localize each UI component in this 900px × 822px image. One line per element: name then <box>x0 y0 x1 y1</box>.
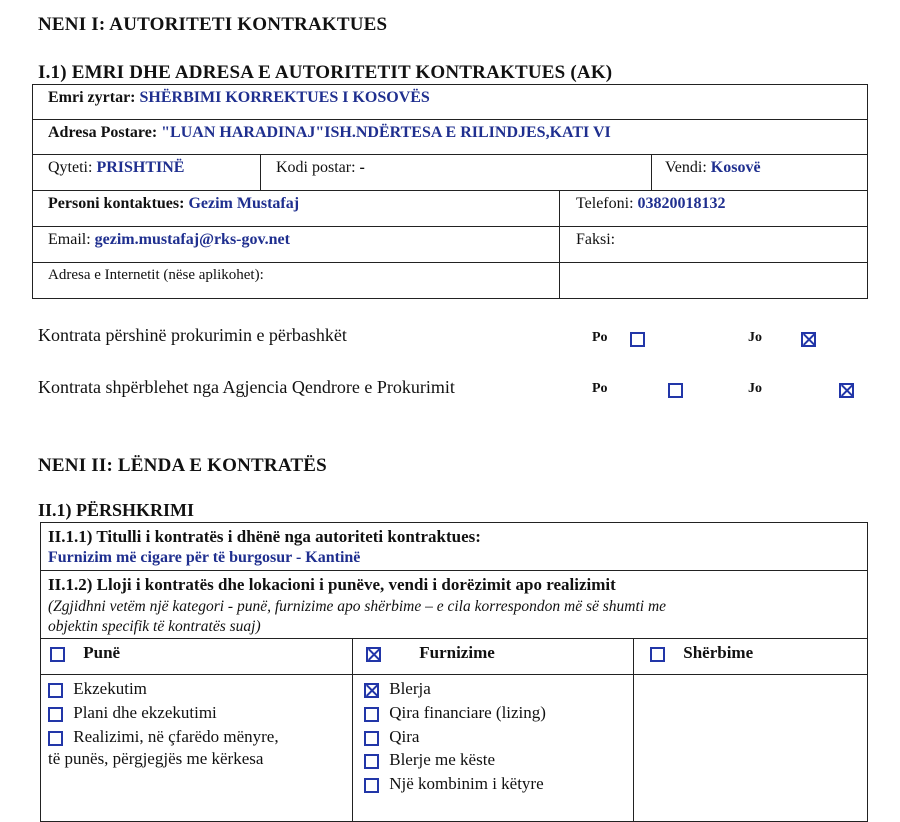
phone-cell <box>576 195 726 213</box>
contract-type-note-line1: (Zgjidhni vetëm një kategori - punë, furnizime apo shërbime – e cila korrespondon më së shumti me <box>48 598 667 615</box>
supplies-option-checkbox[interactable] <box>364 683 379 698</box>
contact-value: Gezim Mustafaj <box>188 195 300 212</box>
row-divider <box>32 190 868 191</box>
supplies-label: Furnizime <box>419 643 495 662</box>
fax-cell <box>576 231 615 249</box>
postal-address-row <box>48 124 611 142</box>
row-divider <box>32 154 868 155</box>
q2-yes-checkbox[interactable] <box>668 383 683 398</box>
internet-label: Adresa e Internetit (nëse aplikohet): <box>48 267 264 283</box>
works-option-checkbox[interactable] <box>48 731 63 746</box>
section2-subheading: II.1) PËRSHKRIMI <box>38 500 195 520</box>
category-works[interactable] <box>50 643 120 663</box>
email-label: Email: <box>48 231 91 248</box>
contact-cell <box>48 195 299 213</box>
q1-no-checkbox[interactable] <box>801 332 816 347</box>
supplies-option-checkbox[interactable] <box>364 778 379 793</box>
supplies-option-label: Një kombinim i këtyre <box>389 774 544 793</box>
postal-code-label: Kodi postar: <box>276 159 356 176</box>
supplies-option-combination[interactable] <box>364 774 544 794</box>
country-cell <box>665 159 761 177</box>
supplies-option-checkbox[interactable] <box>364 731 379 746</box>
services-checkbox[interactable] <box>650 647 665 662</box>
supplies-option-label: Qira financiare (lizing) <box>389 703 546 722</box>
section1-heading: NENI I: AUTORITETI KONTRAKTUES <box>38 14 388 35</box>
supplies-option-label: Blerja <box>389 679 431 698</box>
row-divider <box>40 674 868 675</box>
postal-code-value: - <box>359 159 365 176</box>
category-services[interactable] <box>650 643 753 663</box>
city-label: Qyteti: <box>48 159 93 176</box>
col-divider <box>260 154 261 190</box>
q2-no-label: Jo <box>748 381 762 396</box>
question-joint-procurement: Kontrata përshinë prokurimin e përbashkët <box>38 325 347 345</box>
supplies-option-purchase[interactable] <box>364 679 431 699</box>
contract-type-label: II.1.2) Lloji i kontratës dhe lokacioni i punëve, vendi i dorëzimit apo realizimit <box>48 575 616 594</box>
col-divider <box>559 190 560 299</box>
works-option-checkbox[interactable] <box>48 707 63 722</box>
supplies-option-installments[interactable] <box>364 750 495 770</box>
country-label: Vendi: <box>665 159 707 176</box>
q2-yes-label: Po <box>592 381 608 396</box>
supplies-option-checkbox[interactable] <box>364 707 379 722</box>
section2-heading: NENI II: LËNDA E KONTRATËS <box>38 455 327 476</box>
works-option-label: Realizimi, në çfarëdo mënyre, <box>73 727 279 746</box>
works-option-realization-line2: të punës, përgjegjës me kërkesa <box>48 749 264 768</box>
section1-subheading: I.1) EMRI DHE ADRESA E AUTORITETIT KONTRAKTUES (AK) <box>38 62 613 83</box>
row-divider <box>32 119 868 120</box>
col-divider <box>633 638 634 822</box>
internet-cell <box>48 267 264 284</box>
row-divider <box>32 262 868 263</box>
q1-yes-label: Po <box>592 330 608 345</box>
category-supplies[interactable] <box>366 643 495 663</box>
question-central-agency: Kontrata shpërblehet nga Agjencia Qendrore e Prokurimit <box>38 377 455 397</box>
works-option-checkbox[interactable] <box>48 683 63 698</box>
supplies-option-label: Qira <box>389 727 420 746</box>
fax-label: Faksi: <box>576 231 616 248</box>
official-name-row <box>48 89 430 107</box>
postal-address-value: "LUAN HARADINAJ"ISH.NDËRTESA E RILINDJES,KATI VI <box>161 124 611 141</box>
q1-yes-checkbox[interactable] <box>630 332 645 347</box>
contract-title-value: Furnizim më cigare për të burgosur - Kantinë <box>48 549 361 566</box>
works-checkbox[interactable] <box>50 647 65 662</box>
official-name-label: Emri zyrtar: <box>48 89 136 106</box>
city-value: PRISHTINË <box>96 159 185 176</box>
works-option-realization[interactable] <box>48 727 279 747</box>
city-cell <box>48 159 184 177</box>
contract-title-label: II.1.1) Titulli i kontratës i dhënë nga autoriteti kontraktues: <box>48 527 481 546</box>
postal-address-label: Adresa Postare: <box>48 124 158 141</box>
contract-type-note-line2: objektin specifik të kontratës suaj) <box>48 618 261 635</box>
row-divider <box>40 570 868 571</box>
supplies-checkbox[interactable] <box>366 647 381 662</box>
services-label: Shërbime <box>683 643 754 662</box>
works-option-label: Ekzekutim <box>73 679 147 698</box>
supplies-option-financial-lease[interactable] <box>364 703 546 723</box>
phone-label: Telefoni: <box>576 195 634 212</box>
phone-value: 03820018132 <box>637 195 726 212</box>
works-option-execution[interactable] <box>48 679 147 699</box>
row-divider <box>40 638 868 639</box>
postal-code-cell <box>276 159 365 177</box>
country-value: Kosovë <box>710 159 761 176</box>
row-divider <box>32 226 868 227</box>
q2-no-checkbox[interactable] <box>839 383 854 398</box>
q1-no-label: Jo <box>748 330 762 345</box>
supplies-option-checkbox[interactable] <box>364 754 379 769</box>
contact-label: Personi kontaktues: <box>48 195 185 212</box>
email-cell <box>48 231 290 249</box>
supplies-option-label: Blerje me këste <box>389 750 495 769</box>
works-option-plan-execution[interactable] <box>48 703 217 723</box>
supplies-option-rent[interactable] <box>364 727 419 747</box>
email-value: gezim.mustafaj@rks-gov.net <box>94 231 290 248</box>
works-label: Punë <box>83 643 121 662</box>
col-divider <box>651 154 652 190</box>
works-option-label: Plani dhe ekzekutimi <box>73 703 217 722</box>
official-name-value: SHËRBIMI KORREKTUES I KOSOVËS <box>139 89 430 106</box>
col-divider <box>352 638 353 822</box>
